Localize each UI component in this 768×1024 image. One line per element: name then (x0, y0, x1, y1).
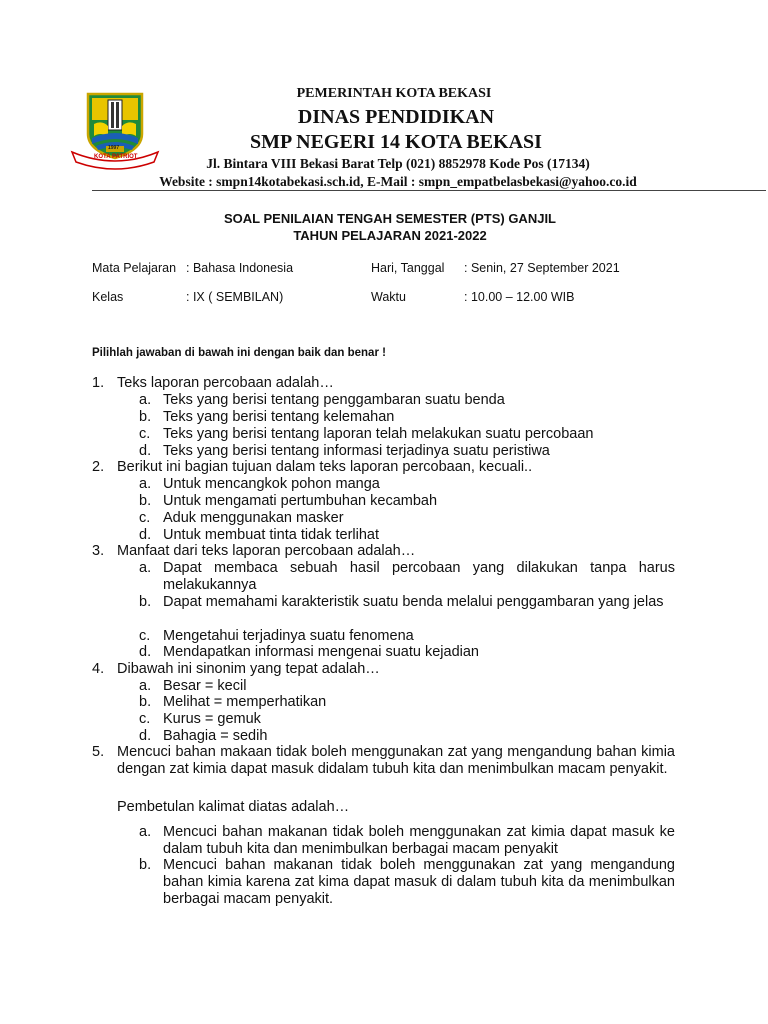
school-heading: SMP NEGERI 14 KOTA BEKASI (250, 131, 542, 153)
option-4d (139, 728, 675, 745)
question-number: 1. (92, 375, 105, 391)
option-letter: c. (139, 711, 151, 727)
option-text: Mendapatkan informasi mengenai suatu kejadian (163, 644, 479, 660)
option-2b (139, 493, 675, 510)
option-letter: d. (139, 728, 152, 744)
question-text: Manfaat dari teks laporan percobaan adalah… (117, 543, 416, 559)
option-text: Teks yang berisi tentang kelemahan (163, 409, 395, 425)
option-letter: a. (139, 476, 152, 492)
option-letter: d. (139, 644, 152, 660)
option-4b (139, 694, 675, 711)
option-text: Mengetahui terjadinya suatu fenomena (163, 628, 414, 644)
option-letter: a. (139, 678, 152, 694)
exam-year: TAHUN PELAJARAN 2021-2022 (293, 228, 487, 243)
question-text: Berikut ini bagian tujuan dalam teks laporan percobaan, kecuali.. (117, 459, 533, 475)
option-letter: c. (139, 628, 151, 644)
option-3b (139, 594, 675, 611)
option-text: Teks yang berisi tentang laporan telah melakukan suatu percobaan (163, 426, 594, 442)
option-text: Dapat memahami karakteristik suatu benda melalui penggambaran yang jelas (163, 594, 664, 610)
option-text: Dapat membaca sebuah hasil percobaan yang dilakukan tanpa harus melakukannya (163, 560, 675, 593)
date-label: Hari, Tanggal (371, 261, 445, 275)
option-letter: b. (139, 694, 152, 710)
option-3c (139, 628, 675, 645)
question-number: 5. (92, 744, 105, 760)
subject-value: : Bahasa Indonesia (186, 261, 294, 275)
option-2c (139, 510, 675, 527)
option-text: Bahagia = sedih (163, 728, 268, 744)
school-website-email: Website : smpn14kotabekasi.sch.id, E-Mail : smpn_empatbelasbekasi@yahoo.co.id (159, 174, 637, 189)
option-text: Besar = kecil (163, 678, 247, 694)
option-text: Untuk mencangkok pohon manga (163, 476, 380, 492)
option-text: Teks yang berisi tentang penggambaran suatu benda (163, 392, 505, 408)
option-letter: b. (139, 493, 152, 509)
option-4a (139, 678, 675, 695)
question-3 (92, 543, 675, 560)
option-text: Mencuci bahan makanan tidak boleh menggunakan zat kimia dapat masuk ke dalam tubuh kita dan menimbulkan berbagai macam penyakit (163, 824, 675, 857)
question-number: 3. (92, 543, 105, 559)
option-5b (139, 857, 675, 908)
option-5a (139, 824, 675, 858)
option-letter: a. (139, 824, 152, 840)
school-address: Jl. Bintara VIII Bekasi Barat Telp (021) 8852978 Kode Pos (17134) (206, 156, 590, 171)
question-text: Teks laporan percobaan adalah… (117, 375, 334, 391)
question-5-subtext: Pembetulan kalimat diatas adalah… (117, 799, 350, 815)
class-value: : IX ( SEMBILAN) (186, 290, 284, 304)
option-text: Untuk membuat tinta tidak terlihat (163, 527, 379, 543)
question-text: Dibawah ini sinonim yang tepat adalah… (117, 661, 380, 677)
logo-ribbon-text: KOTA PATRIOT (94, 154, 138, 160)
option-letter: c. (139, 426, 151, 442)
option-letter: b. (139, 594, 152, 610)
question-number: 4. (92, 661, 105, 677)
option-letter: b. (139, 409, 152, 425)
option-2a (139, 476, 675, 493)
question-4 (92, 661, 675, 678)
option-2d (139, 527, 675, 544)
option-text: Melihat = memperhatikan (163, 694, 327, 710)
instruction-text: Pilihlah jawaban di bawah ini dengan baik dan benar ! (92, 347, 386, 359)
logo-year-text: 1997 (108, 145, 120, 151)
option-letter: c. (139, 510, 151, 526)
option-3a (139, 560, 675, 594)
option-4c (139, 711, 675, 728)
option-1d (139, 443, 675, 460)
exam-title: SOAL PENILAIAN TENGAH SEMESTER (PTS) GANJIL (223, 211, 556, 226)
date-value: : Senin, 27 September 2021 (464, 261, 620, 275)
government-heading: PEMERINTAH KOTA BEKASI (296, 86, 492, 101)
question-2 (92, 459, 675, 476)
option-text: Mencuci bahan makanan tidak boleh menggunakan zat yang mengandung bahan kimia karena zat kima dapat masuk di dalam tubuh kita da menimbulkan berbagai macam penyakit. (163, 857, 675, 907)
question-text: Mencuci bahan makaan tidak boleh menggunakan zat yang mengandung bahan kimia dengan zat kimia dapat masuk didalam tubuh kita dan menimbulkan macam penyakit. (117, 744, 675, 777)
question-1 (92, 375, 675, 392)
option-text: Teks yang berisi tentang informasi terjadinya suatu peristiwa (163, 443, 550, 459)
question-number: 2. (92, 459, 105, 475)
option-1b (139, 409, 675, 426)
option-1c (139, 426, 675, 443)
department-heading: DINAS PENDIDIKAN (297, 106, 495, 128)
option-3d (139, 644, 675, 661)
option-letter: a. (139, 560, 152, 576)
class-label: Kelas (92, 290, 124, 304)
option-text: Aduk menggunakan masker (163, 510, 344, 526)
option-letter: b. (139, 857, 152, 873)
time-label: Waktu (371, 290, 406, 304)
header-divider (92, 190, 766, 191)
time-value: : 10.00 – 12.00 WIB (464, 290, 575, 304)
option-letter: d. (139, 527, 152, 543)
option-text: Kurus = gemuk (163, 711, 261, 727)
option-letter: d. (139, 443, 152, 459)
question-5 (92, 744, 675, 778)
option-letter: a. (139, 392, 152, 408)
option-text: Untuk mengamati pertumbuhan kecambah (163, 493, 438, 509)
option-1a (139, 392, 675, 409)
subject-label: Mata Pelajaran (92, 261, 177, 275)
